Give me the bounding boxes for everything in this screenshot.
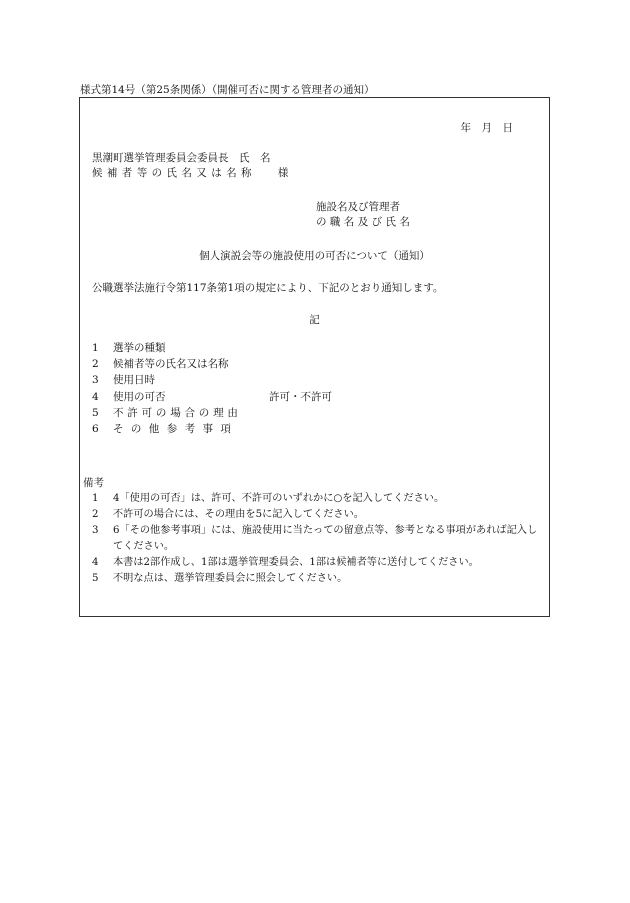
item-list xyxy=(92,340,332,437)
addressee-name: 候補者等の氏名又は名称 xyxy=(92,167,256,179)
note-item xyxy=(92,491,547,507)
item-label: 使用日時 xyxy=(113,374,155,387)
note-text: 不明な点は、選挙管理委員会に照会してください。 xyxy=(113,573,348,584)
note-text: 本書は2部作成し、1部は選挙管理委員会、1部は候補者等に送付してください。 xyxy=(113,557,479,568)
item-number: 3 xyxy=(92,374,99,387)
form-caption: 様式第14号（第25条関係）（開催可否に関する管理者の通知） xyxy=(80,84,375,96)
notes-list xyxy=(92,491,547,587)
notice-body: 公職選挙法施行令第117条第1項の規定により、下記のとおり通知します。 xyxy=(92,282,444,294)
item-number: 1 xyxy=(92,342,99,354)
note-number: 2 xyxy=(92,509,99,520)
item-number: 4 xyxy=(92,390,99,403)
item-number: 2 xyxy=(92,358,99,371)
date-line: 年 月 日 xyxy=(460,122,513,134)
notice-title: 個人演説会等の施設使用の可否について（通知） xyxy=(199,250,430,262)
list-item xyxy=(92,421,332,437)
item-label: 選挙の種類 xyxy=(113,342,166,354)
ki-heading: 記 xyxy=(309,314,320,326)
addressee-line-2 xyxy=(92,165,288,180)
item-label: その他参考事項 xyxy=(113,422,239,435)
note-number: 3 xyxy=(92,525,99,536)
note-item xyxy=(92,571,547,587)
item-label: 使用の可否 xyxy=(113,390,166,403)
list-item xyxy=(92,340,332,356)
item-number: 6 xyxy=(92,422,99,435)
note-item xyxy=(92,523,547,555)
note-text: 6「その他参考事項」には、施設使用に当たっての留意点等、参考となる事項があれば記入してください。 xyxy=(113,525,538,552)
facility-line-2: の職名及び氏名 xyxy=(316,216,414,228)
facility-line-1: 施設名及び管理者 xyxy=(316,201,400,213)
item-value: 許可・不許可 xyxy=(269,390,332,403)
item-label: 不許可の場合の理由 xyxy=(113,406,242,419)
note-number: 1 xyxy=(92,493,99,504)
list-item xyxy=(92,405,332,421)
list-item xyxy=(92,389,332,405)
item-label: 候補者等の氏名又は名称 xyxy=(113,358,229,371)
note-item xyxy=(92,507,547,523)
list-item xyxy=(92,372,332,388)
list-item xyxy=(92,356,332,372)
note-item xyxy=(92,555,547,571)
note-number: 4 xyxy=(92,557,99,568)
addressee-honorific: 様 xyxy=(277,167,289,179)
form-frame xyxy=(79,97,550,617)
note-number: 5 xyxy=(92,573,99,584)
note-text: 4「使用の可否」は、許可、不許可のいずれかに○を記入してください。 xyxy=(113,493,445,504)
addressee-line-1: 黒潮町選挙管理委員会委員長 氏 名 xyxy=(92,152,271,164)
notes-heading: 備考 xyxy=(83,477,104,489)
note-text: 不許可の場合には、その理由を5に記入してください。 xyxy=(113,509,364,520)
item-number: 5 xyxy=(92,406,99,419)
